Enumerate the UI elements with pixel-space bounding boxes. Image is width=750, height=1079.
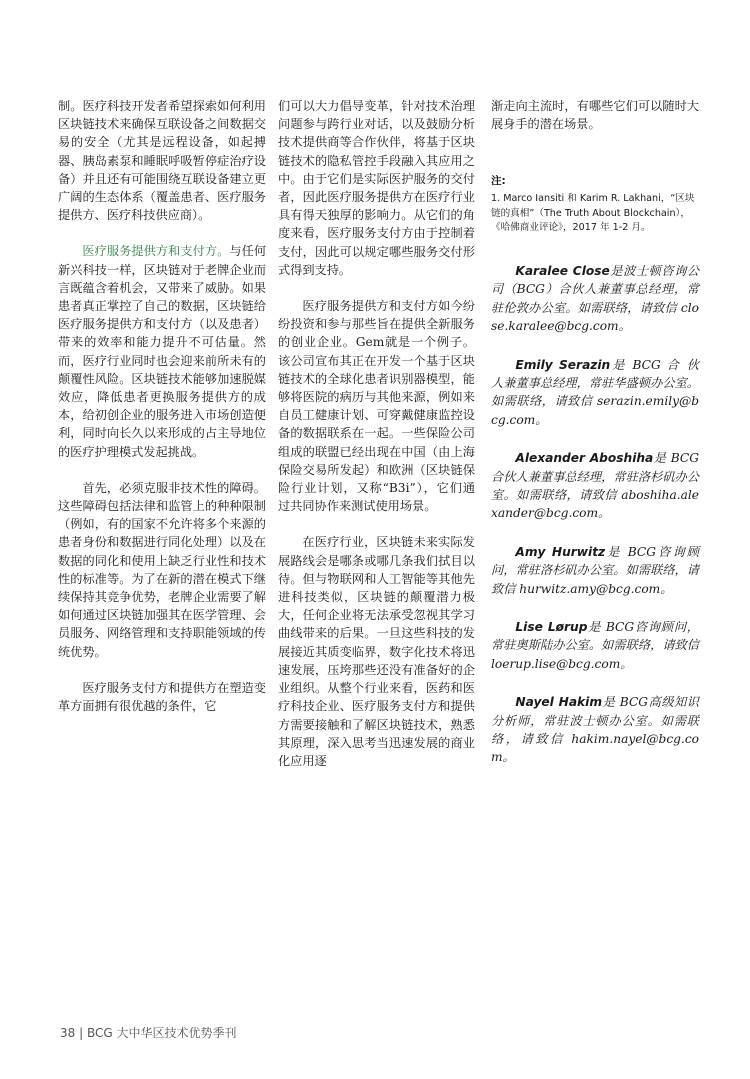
author-description: 是 BCG 合 伙 人兼董事总经理，常驻华盛顿办公室。如需联络，请致信 serazin.emily@bcg.com。 [491,357,699,427]
author-bio [491,693,699,767]
author-description: 是 BCG高级知识分析师，常驻波士顿办公室。如需联络，请致信 hakim.nayel@bcg.com。 [491,695,699,765]
paragraph: 医疗服务支付方和提供方在塑造变革方面拥有很优越的条件，它 [58,680,266,714]
author-bio [491,262,699,336]
author-bio [491,356,699,430]
author-description: 是 BCG咨询顾问，常驻奥斯陆办公室。如需联络，请致信 loerup.lise@bcg.com。 [491,620,699,671]
column-2 [278,97,475,770]
paragraph: 在医疗行业，区块链未来实际发展路线会是哪条或哪几条我们拭目以待。但与物联网和人工智能等其他先进科技类似，区块链的颠覆潜力极大，任何企业将无法承受忽视其学习曲线带来的后果。一旦这些科技的发展接近其质变临界，数字化技术将迅速发展，压垮那些还没有准备好的企业组织。从整个行业来看，医药和医疗科技企业、医疗服务支付方和提供方需要接触和了解区块链技术，熟悉其原理，深入思考当迅速发展的商业化应用逐 [278,535,475,768]
section-lead-in: 医疗服务提供方和支付方。 [82,244,230,259]
column-1 [58,97,266,715]
paragraph-providers-payers [58,242,266,460]
paragraph: 首先，必须克服非技术性的障碍。这些障碍包括法律和监管上的种种限制（例如，有的国家不允许将多个来源的患者身份和数据进行同化处理）以及在数据的同化和使用上缺乏行业性和技术性的标准等。为了在新的潜在模式下继续保持其竞争优势，老牌企业需要了解如何通过区块链加强其在医学管理、会员服务、网络管理和支持职能领域的传统优势。 [58,480,266,659]
notes-section [491,173,699,236]
page-number: 38 [60,1026,76,1040]
author-name: Alexander Aboshiha [515,451,654,466]
publication-title: BCG 大中华区技术优势季刊 [86,1026,237,1040]
footer-separator: | [79,1026,84,1040]
paragraph: 们可以大力倡导变革，针对技术治理问题参与跨行业对话，以及鼓励分析技术提供商等合作伙伴，将基于区块链技术的隐私管控手段融入其应用之中。由于它们是实际医护服务的交付者，因此医疗服务提供方在医疗行业具有得天独厚的影响力。从它们的角度来看，医疗服务支付方由于控制着支付，因此可以规定哪些服务交付形式得到支持。 [278,99,475,277]
author-bio [491,449,699,523]
author-description: 是波士顿咨询公司（BCG）合伙人兼董事总经理，常驻伦敦办公室。如需联络，请致信 close.karalee@bcg.com。 [491,263,700,334]
author-name: Lise Lørup [515,620,588,634]
paragraph: 医疗服务提供方和支付方如今纷纷投资和参与那些旨在提供全新服务的创业企业。Gem就是一个例子。该公司宣布其正在开发一个基于区块链技术的全球化患者识别器模型，能够将医院的病历与其他来源，例如来自员工健康计划、可穿戴健康监控设备的数据联系在一起。一些保险公司组成的联盟已经出现在中国（由上海保险交易所发起）和欧洲（区块链保险行业计划，又称“B3i”），它们通过共同协作来测试使用场景。 [278,299,475,514]
column-3 [491,97,699,767]
author-bio [491,543,699,598]
author-bio [491,618,699,673]
author-name: Karalee Close [515,263,610,278]
page-footer [60,1024,237,1041]
paragraph-text: 与任何新兴科技一样，区块链对于老牌企业而言既蕴含着机会，又带来了威胁。如果患者真正掌控了自己的数据，区块链给医疗服务提供方和支付方（以及患者）带来的效率和能力提升不可估量。然而，医疗行业同时也会迎来前所未有的颠覆性风险。区块链技术能够加速脱媒效应，降低患者更换服务提供方的成本，给初创企业的服务进入市场创造便利，同时向长久以来形成的占主导地位的医疗护理模式发起挑战。 [58,244,267,459]
author-name: Nayel Hakim [515,695,603,710]
footnote: 1. Marco Iansiti 和 Karim R. Lakhani，“区块链的真相”（The Truth About Blockchain），《哈佛商业评论》，2017 年 1-2 月。 [491,193,695,234]
paragraph: 制。医疗科技开发者希望探索如何利用区块链技术来确保互联设备之间数据交易的安全（尤其是远程设备，如起搏器、胰岛素泵和睡眠呼吸暂停症治疗设备）并且还有可能围绕互联设备建立更广阔的生态体系（覆盖患者、医疗服务提供方、医疗科技供应商）。 [58,99,266,223]
author-bios [491,262,699,767]
author-description: 是 BCG咨询顾问，常驻洛杉矶办公室。如需联络，请致信 hurwitz.amy@bcg.com。 [491,544,699,596]
notes-heading: 注: [491,175,506,188]
paragraph: 渐走向主流时，有哪些它们可以随时大展身手的潜在场景。 [491,99,699,132]
author-name: Emily Serazin [515,357,611,372]
author-description: 是 BCG 合伙人兼董事总经理，常驻洛杉矶办公室。如需联络，请致信 aboshiha.alexander@bcg.com。 [491,451,699,521]
author-name: Amy Hurwitz [515,544,606,559]
